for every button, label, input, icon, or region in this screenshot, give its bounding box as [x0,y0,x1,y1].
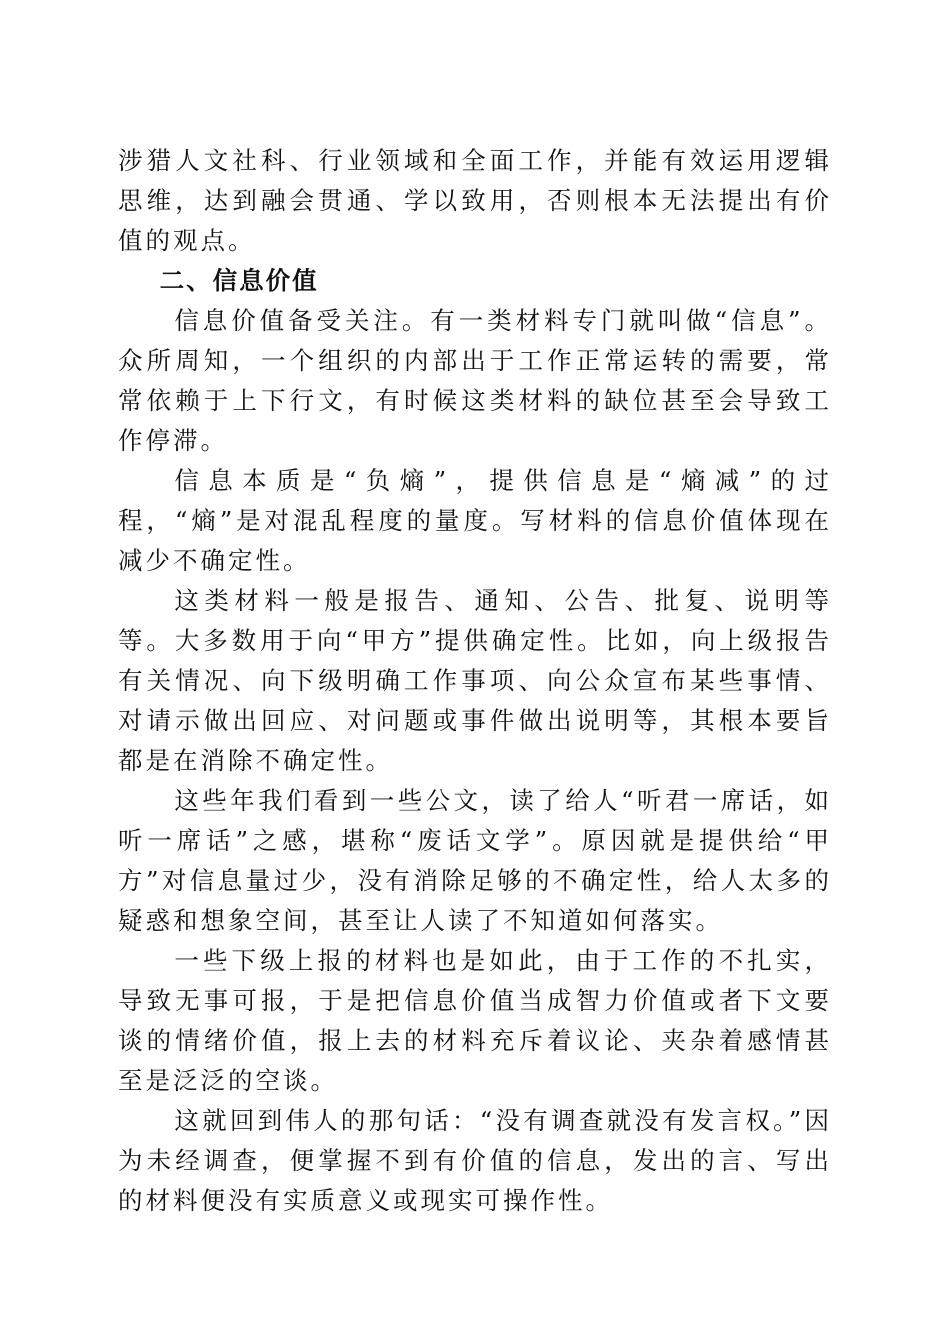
paragraph-3: 这类材料一般是报告、通知、公告、批复、说明等等。大多数用于向“甲方”提供确定性。比如，向上级报告有关情况、向下级明确工作事项、向公众宣布某些事情、对请示做出回应、对问题或事件做出说明等，其根本要旨都是在消除不确定性。 [118,586,832,775]
paragraph-1: 信息价值备受关注。有一类材料专门就叫做“信息”。众所周知，一个组织的内部出于工作正常运转的需要，常常依赖于上下行文，有时候这类材料的缺位甚至会导致工作停滞。 [118,306,832,455]
document-body [118,141,832,1221]
section-heading: 二、信息价值 [159,266,319,295]
paragraph-6: 这就回到伟人的那句话：“没有调查就没有发言权。”因为未经调查，便掌握不到有价值的信息，发出的言、写出的材料便没有实质意义或现实可操作性。 [118,1106,832,1215]
continuation-paragraph: 涉猎人文社科、行业领域和全面工作，并能有效运用逻辑思维，达到融会贯通、学以致用，否则根本无法提出有价值的观点。 [118,146,832,255]
paragraph-5: 一些下级上报的材料也是如此，由于工作的不扎实，导致无事可报，于是把信息价值当成智力价值或者下文要谈的情绪价值，报上去的材料充斥着议论、夹杂着感情甚至是泛泛的空谈。 [118,946,832,1095]
paragraph-4: 这些年我们看到一些公文，读了给人“听君一席话，如听一席话”之感，堪称“废话文学”。原因就是提供给“甲方”对信息量过少，没有消除足够的不确定性，给人太多的疑惑和想象空间，甚至让人读了不知道如何落实。 [118,786,832,935]
paragraph-2: 信息本质是“负熵”，提供信息是“熵减”的过程，“熵”是对混乱程度的量度。写材料的信息价值体现在减少不确定性。 [118,466,832,575]
